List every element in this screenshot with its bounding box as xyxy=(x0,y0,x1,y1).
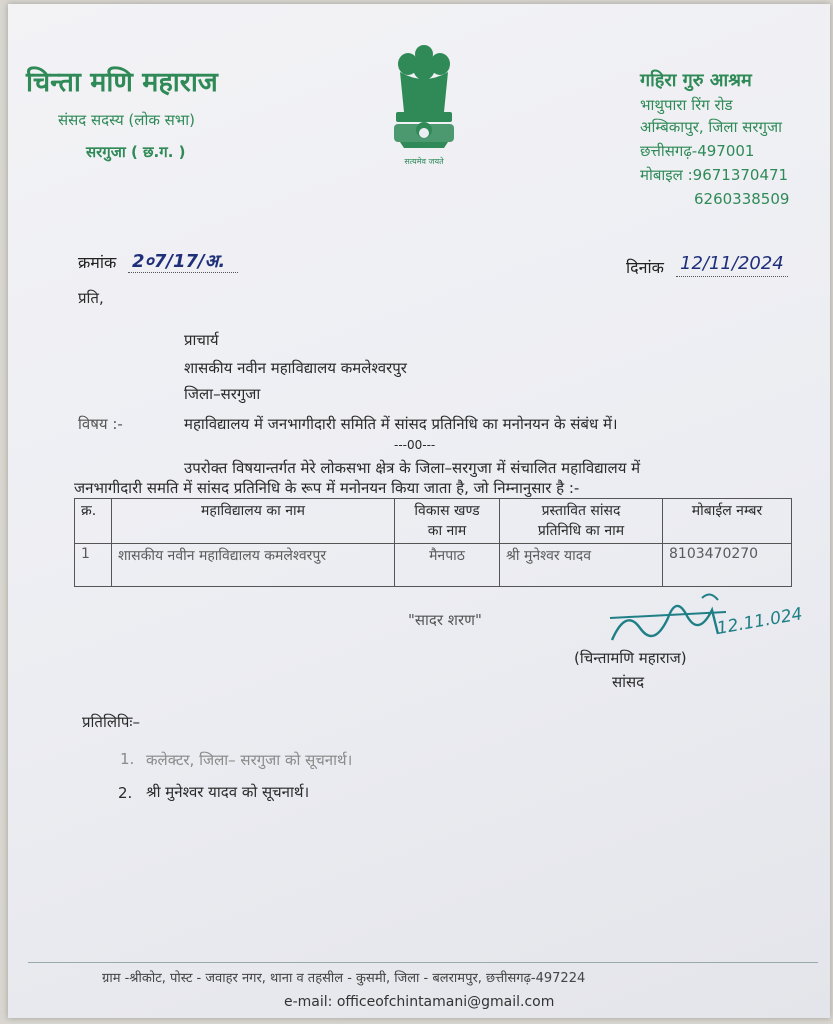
footer-divider xyxy=(28,962,818,963)
cell-mobile: 8103470270 xyxy=(663,544,792,587)
emblem-motto: सत्यमेव जयते xyxy=(404,157,444,166)
body-line-1: उपरोक्त विषयान्तर्गत मेरे लोकसभा क्षेत्र के जिला–सरगुजा में संचालित महाविद्यालय में xyxy=(184,459,641,477)
dinank-label: दिनांक xyxy=(626,258,664,277)
kramank-label xyxy=(78,251,116,273)
recipient-line: प्राचार्य xyxy=(184,331,219,349)
mp-name: चिन्ता मणि महाराज xyxy=(26,67,218,98)
cell-college: शासकीय नवीन महाविद्यालय कमलेश्वरपुर xyxy=(112,544,395,587)
kramank-underline xyxy=(128,272,238,273)
copy-label: प्रतिलिपिः– xyxy=(82,713,140,731)
mobile-line-2: 6260338509 xyxy=(694,190,790,208)
table-header-row xyxy=(75,499,792,544)
ashram-name: गहिरा गुरु आश्रम xyxy=(640,70,752,91)
mp-district: सरगुजा ( छ.ग. ) xyxy=(86,143,186,161)
state-emblem-icon xyxy=(386,42,462,170)
recipient-line: जिला–सरगुजा xyxy=(184,385,261,403)
header-sn: क्र. xyxy=(75,499,112,544)
address-line: छत्तीसगढ़-497001 xyxy=(640,142,755,160)
table-row xyxy=(75,544,792,587)
footer-address: ग्राम -श्रीकोट, पोस्ट - जवाहर नगर, थाना व तहसील - कुसमी, जिला - बलरामपुर, छत्तीसगढ़-497224 xyxy=(102,971,586,986)
header-rep-line1: प्रस्तावित सांसद xyxy=(541,503,621,519)
header-rep xyxy=(500,499,663,544)
body-line-2: जनभागीदारी समति में सांसद प्रतिनिधि के रूप में मनोनयन किया जाता है, जो निम्नानुसार है :- xyxy=(74,479,580,497)
cell-rep: श्री मुनेश्वर यादव xyxy=(500,544,663,587)
address-line: भाथुपारा रिंग रोड xyxy=(640,96,733,114)
copy-item-num: 2. xyxy=(118,784,133,802)
dinank-underline xyxy=(676,276,788,277)
header-rep-line2: प्रतिनिधि का नाम xyxy=(537,523,625,539)
address-line: अम्बिकापुर, जिला सरगुजा xyxy=(640,118,782,136)
header-block-line1: विकास खण्ड xyxy=(414,503,480,519)
cell-block: मैनपाठ xyxy=(395,544,500,587)
header-college: महाविद्यालय का नाम xyxy=(112,499,395,544)
kramank-value: 2०7/17/अ. xyxy=(132,251,226,272)
dinank-value: 12/11/2024 xyxy=(680,253,784,274)
header-block xyxy=(395,499,500,544)
divider: ---00--- xyxy=(394,438,436,452)
signer-name: (चिन्तामणि महाराज) xyxy=(574,649,687,667)
letter-page xyxy=(8,4,830,1018)
subject-label: विषय :- xyxy=(78,415,123,433)
recipient-line: शासकीय नवीन महाविद्यालय कमलेश्वरपुर xyxy=(184,359,407,377)
copy-item-num: 1. xyxy=(120,750,135,768)
nomination-table xyxy=(74,498,792,587)
header-block-line2: का नाम xyxy=(427,523,467,539)
kramank-label-text: क्रमांक xyxy=(78,253,117,272)
regards: "सादर शरण" xyxy=(408,611,482,629)
mp-title: संसद सदस्य (लोक सभा) xyxy=(58,111,196,129)
prati-label: प्रति, xyxy=(78,289,104,307)
copy-item-text: कलेक्टर, जिला– सरगुजा को सूचनार्थ। xyxy=(146,751,353,769)
signature-date: 12.11.024 xyxy=(715,604,805,639)
cell-sn: 1 xyxy=(75,544,112,587)
footer-email: e-mail: officeofchintamani@gmail.com xyxy=(284,994,555,1010)
header-mobile: मोबाईल नम्बर xyxy=(663,499,792,544)
copy-item-text: श्री मुनेश्वर यादव को सूचनार्थ। xyxy=(146,783,310,801)
designation: सांसद xyxy=(612,673,645,691)
subject-text: महाविद्यालय में जनभागीदारी समिति में सांसद प्रतिनिधि का मनोनयन के संबंध में। xyxy=(184,415,618,433)
mobile-line: मोबाइल :9671370471 xyxy=(640,166,789,184)
